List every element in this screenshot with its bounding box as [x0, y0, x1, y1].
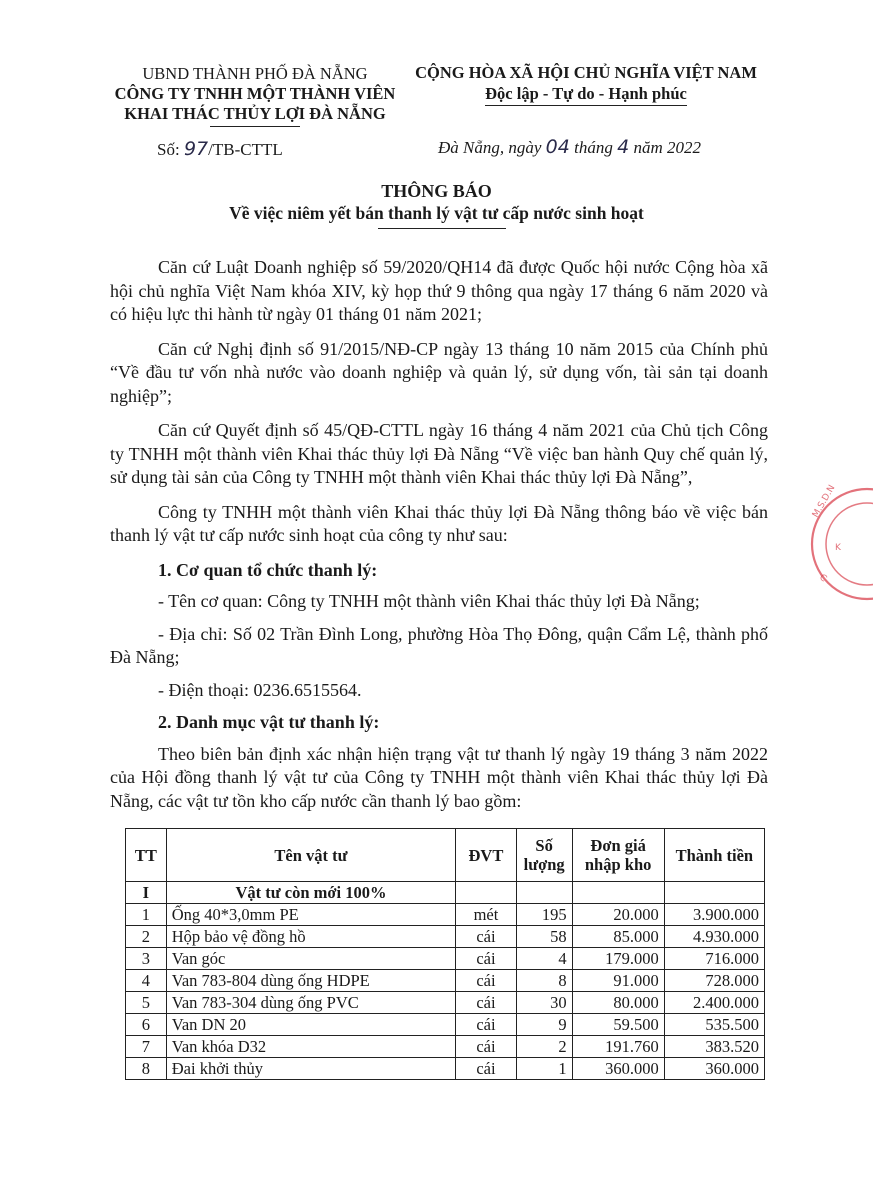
date-month-label: tháng [574, 138, 613, 157]
legal-basis-paragraph: Căn cứ Luật Doanh nghiệp số 59/2020/QH14 đã được Quốc hội nước Cộng hòa xã hội chủ nghĩa Việt Nam khóa XIV, kỳ họp thứ 9 thông qua ngày 17 tháng 6 năm 2020 và có hiệu lực thi hành từ ngày 01 tháng 01 năm 2021; [110, 257, 768, 324]
row-unit: cái [456, 1036, 517, 1058]
document-number [157, 138, 283, 160]
row-name: Van khóa D32 [166, 1036, 455, 1058]
col-header-name: Tên vật tư [166, 829, 455, 882]
date-place-day: Đà Nẵng, ngày [438, 138, 542, 157]
row-price: 59.500 [572, 1014, 664, 1036]
org-phone-line: - Điện thoại: 0236.6515564. [158, 679, 362, 700]
legal-basis-paragraph: Căn cứ Quyết định số 45/QĐ-CTTL ngày 16 tháng 4 năm 2021 của Chủ tịch Công ty TNHH một thành viên Khai thác thủy lợi Đà Nẵng “Về việc ban hành Quy chế quản lý, sử dụng tài sản của Công ty TNHH một thành viên Khai thác thủy lợi Đà Nẵng”, [110, 420, 768, 487]
row-qty: 8 [516, 970, 572, 992]
row-name: Van góc [166, 948, 455, 970]
row-unit: cái [456, 926, 517, 948]
row-tt: 4 [126, 970, 167, 992]
row-unit: cái [456, 1058, 517, 1080]
row-name: Van 783-804 dùng ống HDPE [166, 970, 455, 992]
subtitle-underline [378, 228, 506, 229]
row-tt: 2 [126, 926, 167, 948]
issuer-company-line2: KHAI THÁC THỦY LỢI ĐÀ NẴNG [124, 104, 386, 123]
row-tt: 6 [126, 1014, 167, 1036]
row-total: 383.520 [664, 1036, 764, 1058]
section-2-heading: 2. Danh mục vật tư thanh lý: [158, 712, 380, 732]
table-header-row [126, 829, 765, 882]
col-header-price-line2: nhập kho [584, 855, 652, 874]
announcement-paragraph: Công ty TNHH một thành viên Khai thác thủy lợi Đà Nẵng thông báo về việc bán thanh lý vật tư cấp nước sinh hoạt của công ty như sau: [110, 501, 768, 545]
row-price: 360.000 [572, 1058, 664, 1080]
table-row [126, 1014, 765, 1036]
date-year: năm 2022 [633, 138, 701, 157]
empty-cell [456, 882, 517, 904]
row-tt: 3 [126, 948, 167, 970]
row-name: Van DN 20 [166, 1014, 455, 1036]
issuer-company-line1: CÔNG TY TNHH MỘT THÀNH VIÊN [114, 84, 396, 103]
svg-text:C: C [817, 572, 829, 585]
row-tt: 1 [126, 904, 167, 926]
legal-basis-paragraph: Căn cứ Nghị định số 91/2015/NĐ-CP ngày 13 tháng 10 năm 2015 của Chính phủ “Về đầu tư vốn nhà nước vào doanh nghiệp và quản lý, sử dụng vốn, tài sản tại doanh nghiệp”; [110, 338, 768, 406]
row-tt: 5 [126, 992, 167, 1014]
doc-number-prefix: Số: [157, 140, 180, 159]
row-unit: cái [456, 948, 517, 970]
table-row [126, 992, 765, 1014]
section-1-heading: 1. Cơ quan tổ chức thanh lý: [158, 559, 378, 580]
col-header-qty-line1: Số [535, 836, 553, 855]
svg-text:M.S.D.N: M.S.D.N [810, 483, 838, 520]
date-month-handwritten: 4 [617, 136, 630, 158]
issuer-authority: UBND THÀNH PHỐ ĐÀ NẴNG [142, 64, 368, 83]
col-header-price [572, 829, 664, 882]
row-name: Đai khởi thủy [166, 1058, 455, 1080]
empty-cell [516, 882, 572, 904]
row-unit: mét [456, 904, 517, 926]
row-price: 179.000 [572, 948, 664, 970]
section-name: Vật tư còn mới 100% [166, 882, 455, 904]
svg-text:K: K [835, 543, 841, 553]
national-title: CỘNG HÒA XÃ HỘI CHỦ NGHĨA VIỆT NAM [415, 63, 757, 82]
table-row [126, 1036, 765, 1058]
row-tt: 7 [126, 1036, 167, 1058]
row-price: 20.000 [572, 904, 664, 926]
row-qty: 4 [516, 948, 572, 970]
row-price: 91.000 [572, 970, 664, 992]
row-qty: 30 [516, 992, 572, 1014]
row-qty: 9 [516, 1014, 572, 1036]
col-header-qty-line2: lượng [523, 855, 565, 874]
table-row [126, 926, 765, 948]
row-total: 535.500 [664, 1014, 764, 1036]
row-total: 4.930.000 [664, 926, 764, 948]
row-name: Ống 40*3,0mm PE [166, 904, 455, 926]
row-total: 2.400.000 [664, 992, 764, 1014]
row-name: Hộp bảo vệ đồng hồ [166, 926, 455, 948]
row-total: 360.000 [664, 1058, 764, 1080]
issuer-underline [210, 126, 300, 127]
doc-number-handwritten: 97 [183, 138, 209, 160]
document-title: THÔNG BÁO [381, 181, 492, 201]
row-unit: cái [456, 992, 517, 1014]
national-block [400, 62, 772, 106]
table-row [126, 1058, 765, 1080]
row-total: 3.900.000 [664, 904, 764, 926]
national-motto: Độc lập - Tự do - Hạnh phúc [485, 83, 687, 106]
row-name: Van 783-304 dùng ống PVC [166, 992, 455, 1014]
col-header-unit: ĐVT [456, 829, 517, 882]
col-header-price-line1: Đơn giá [590, 836, 646, 855]
row-unit: cái [456, 1014, 517, 1036]
row-price: 85.000 [572, 926, 664, 948]
document-body [110, 256, 768, 824]
document-subtitle: Về việc niêm yết bán thanh lý vật tư cấp nước sinh hoạt [229, 203, 644, 223]
row-total: 716.000 [664, 948, 764, 970]
table-section-row [126, 882, 765, 904]
date-day-handwritten: 04 [545, 136, 570, 158]
doc-number-suffix: /TB-CTTL [208, 140, 283, 159]
col-header-qty [516, 829, 572, 882]
row-qty: 2 [516, 1036, 572, 1058]
table-row [126, 970, 765, 992]
row-tt: 8 [126, 1058, 167, 1080]
issuer-block [100, 64, 410, 127]
row-qty: 1 [516, 1058, 572, 1080]
org-name-line: - Tên cơ quan: Công ty TNHH một thành viên Khai thác thủy lợi Đà Nẵng; [158, 591, 700, 611]
row-price: 191.760 [572, 1036, 664, 1058]
document-date [438, 136, 701, 158]
empty-cell [572, 882, 664, 904]
section-tt: I [126, 882, 167, 904]
col-header-tt: TT [126, 829, 167, 882]
row-qty: 58 [516, 926, 572, 948]
table-row [126, 948, 765, 970]
row-total: 728.000 [664, 970, 764, 992]
table-row [126, 904, 765, 926]
org-address-line: - Địa chỉ: Số 02 Trần Đình Long, phường Hòa Thọ Đông, quận Cẩm Lệ, thành phố Đà Nẵng; [110, 623, 768, 667]
row-qty: 195 [516, 904, 572, 926]
row-price: 80.000 [572, 992, 664, 1014]
row-unit: cái [456, 970, 517, 992]
materials-table [125, 828, 765, 1080]
red-stamp-partial [805, 478, 873, 618]
section-2-intro: Theo biên bản định xác nhận hiện trạng vật tư thanh lý ngày 19 tháng 3 năm 2022 của Hội đồng thanh lý vật tư của Công ty TNHH một thành viên Khai thác thủy lợi Đà Nẵng, các vật tư tồn kho cấp nước cần thanh lý bao gồm: [110, 743, 768, 811]
empty-cell [664, 882, 764, 904]
col-header-total: Thành tiền [664, 829, 764, 882]
